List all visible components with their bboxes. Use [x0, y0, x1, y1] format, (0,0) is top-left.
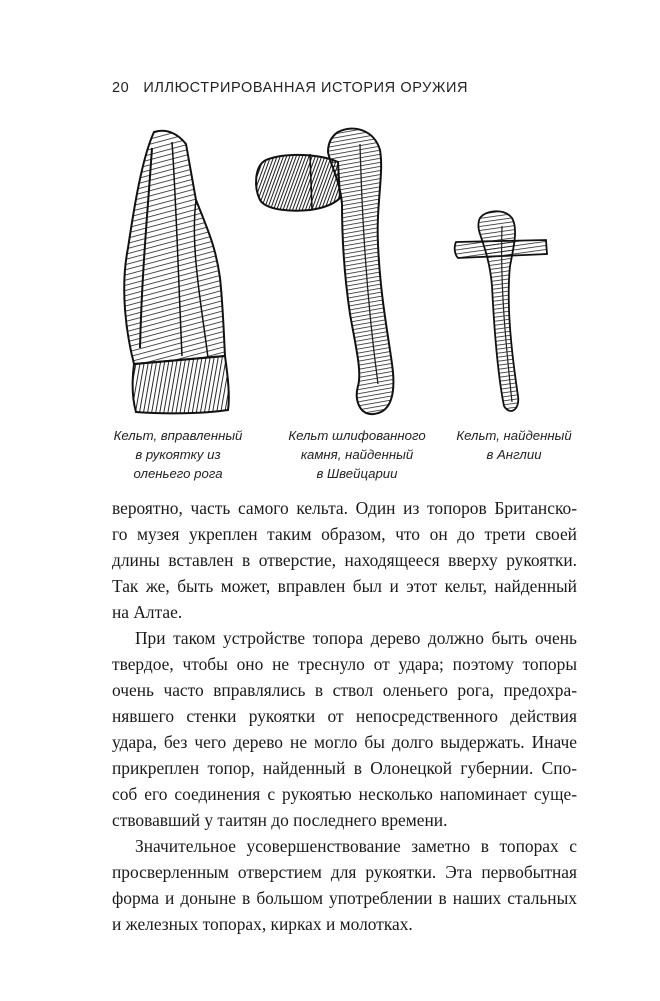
text-line: твердое, чтобы оно не треснуло от удара; поэтому топоры [112, 654, 577, 674]
text-line: ствовавший у таитян до последнего времени. [112, 810, 448, 830]
caption-line: в Швейцарии [316, 466, 398, 481]
text-line: форма и доныне в большом употреблении в наших стальных [112, 888, 577, 908]
text-line: При таком устройстве топора дерево должно быть очень [135, 628, 577, 648]
text-line: на Алтае. [112, 602, 183, 622]
caption-antler-celt [104, 426, 252, 483]
text-line: соб его соединения с рукоятью несколько напоминает суще- [112, 784, 577, 804]
figure-england-celt [450, 206, 552, 418]
text-line: Значительное усовершенствование заметно в топорах с [135, 836, 577, 856]
caption-england-celt [440, 426, 588, 464]
text-line: вероятно, часть самого кельта. Один из топоров Британско- [112, 498, 577, 518]
text-line: удара, без чего дерево не могло бы долго выдержать. Иначе [112, 732, 577, 752]
caption-line: Кельт, вправленный [113, 428, 243, 443]
caption-line: Кельт шлифованного [288, 428, 426, 443]
paragraph [112, 625, 577, 833]
figure-antler-celt [112, 128, 242, 418]
page-number: 20 [112, 80, 130, 96]
caption-line: камня, найденный [300, 447, 414, 462]
body-text [112, 495, 577, 937]
caption-line: в Англии [486, 447, 542, 462]
caption-swiss-celt [276, 426, 438, 483]
paragraph [112, 833, 577, 937]
running-head [112, 80, 468, 96]
text-line: очень часто вправлялись в ствол оленьего рога, предохра- [112, 680, 577, 700]
antler-celt-illustration [112, 128, 242, 418]
paragraph [112, 495, 577, 625]
text-line: и железных топорах, кирках и молотках. [112, 914, 413, 934]
text-line: нявшего стенки рукоятки от непосредственного действия [112, 706, 577, 726]
swiss-celt-illustration [250, 124, 420, 424]
book-title: ИЛЛЮСТРИРОВАННАЯ ИСТОРИЯ ОРУЖИЯ [143, 80, 469, 96]
caption-line: в рукоятку из [135, 447, 221, 462]
text-line: Так же, быть может, вправлен был и этот кельт, найденный [112, 576, 577, 596]
caption-line: оленьего рога [133, 466, 223, 481]
text-line: длины вставлен в отверстие, находящееся вверху рукоятки. [112, 550, 577, 570]
text-line: го музея укреплен таким образом, что он до трети своей [112, 524, 577, 544]
figure-swiss-celt [250, 124, 420, 424]
text-line: прикреплен топор, найденный в Олонецкой губернии. Спо- [112, 758, 577, 778]
england-celt-illustration [450, 206, 552, 418]
caption-line: Кельт, найденный [456, 428, 572, 443]
text-line: просверленным отверстием для рукоятки. Эта первобытная [112, 862, 577, 882]
